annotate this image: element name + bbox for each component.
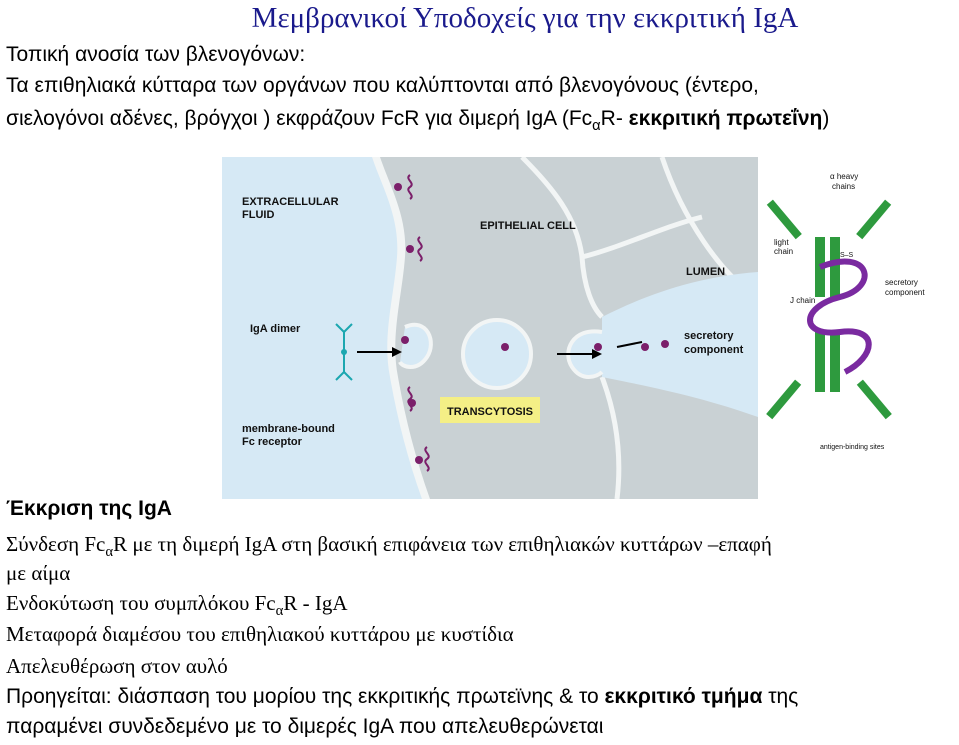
intro-line-1: Τοπική ανοσία των βλενογόνων: (6, 43, 306, 66)
transcytosis-label: TRANSCYTOSIS (447, 406, 533, 418)
transport-vesicle (463, 320, 531, 388)
svg-text:S–S: S–S (840, 252, 854, 259)
body-line-7: παραμένει συνδεδεμένο με το διμερές IgA που απελευθερώνεται (6, 715, 604, 738)
fc-receptor-label: Fc receptor (242, 436, 302, 448)
secretory-right-label: secretory (885, 278, 918, 287)
antigen-binding-label: antigen-binding sites (820, 444, 885, 451)
chains-label: chains (832, 182, 856, 191)
iga-dimer-label: IgA dimer (250, 323, 301, 335)
extracellular-label: EXTRACELLULAR (242, 196, 339, 208)
fluid-label: FLUID (242, 209, 275, 221)
light-label: light (774, 238, 789, 247)
intro-line-3: σιελογόνοι αδένες, βρόγχοι ) εκφράζουν FcR για διμερή IgA ($Fc_\alpha R-$ εκκριτική πρωτεΐνη) (6, 107, 830, 134)
j-chain-label: J chain (790, 296, 816, 305)
secretory-iga-structure (760, 157, 959, 459)
alpha-heavy-label: α heavy (830, 172, 859, 181)
body-line-6: Προηγείται: διάσπαση του μορίου της εκκριτικής πρωτεϊνης & το εκκριτικό τμήμα της (6, 685, 799, 708)
body-line-2: με αίμα (6, 561, 71, 585)
transcytosis-diagram (222, 157, 758, 499)
intro-line-2: Τα επιθηλιακά κύτταρα των οργάνων που καλύπτονται από βλενογόνους (έντερο, (6, 74, 759, 97)
page-title: Μεμβρανικοί Υποδοχείς για την εκκριτική IgA (251, 2, 799, 34)
body-line-5: Απελευθέρωση στον αυλό (6, 654, 228, 678)
membrane-bound-label: membrane-bound (242, 423, 335, 435)
component-label: component (684, 344, 744, 356)
chain-label: chain (774, 247, 794, 256)
epithelial-cell-label: EPITHELIAL CELL (480, 220, 576, 232)
body-line-3: Ενδοκύτωση του συμπλόκου $Fc_\alpha R$ - IgA (6, 591, 348, 619)
body-line-1: Σύνδεση $Fc_\alpha R$ με τη διμερή IgA στη βασική επιφάνεια των επιθηλιακών κυττάρων –επαφή (6, 532, 772, 560)
section-heading: Έκκριση της IgA (6, 497, 172, 520)
body-line-4: Μεταφορά διαμέσου του επιθηλιακού κυττάρου με κυστίδια (6, 622, 514, 646)
lumen-label: LUMEN (686, 266, 726, 278)
secretory-label: secretory (684, 330, 734, 342)
component-right-label: component (885, 288, 925, 297)
